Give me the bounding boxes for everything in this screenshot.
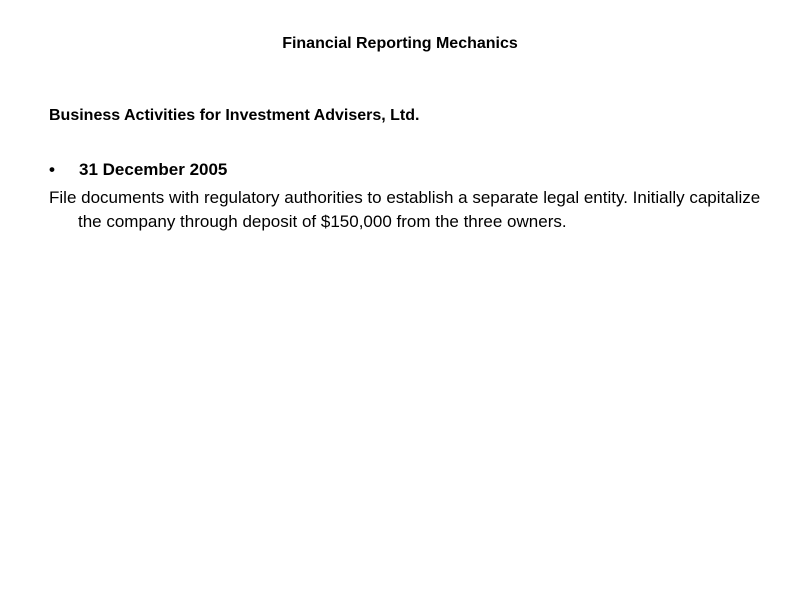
body-paragraph: File documents with regulatory authorities to establish a separate legal entity. Initially capitalize the company through deposit of $150,000 from the three owners.: [49, 188, 761, 231]
bullet-icon: •: [49, 160, 55, 179]
bullet-date: 31 December 2005: [79, 160, 228, 179]
slide-subtitle: Business Activities for Investment Advisers, Ltd.: [49, 107, 420, 124]
slide-title: Financial Reporting Mechanics: [282, 35, 518, 52]
